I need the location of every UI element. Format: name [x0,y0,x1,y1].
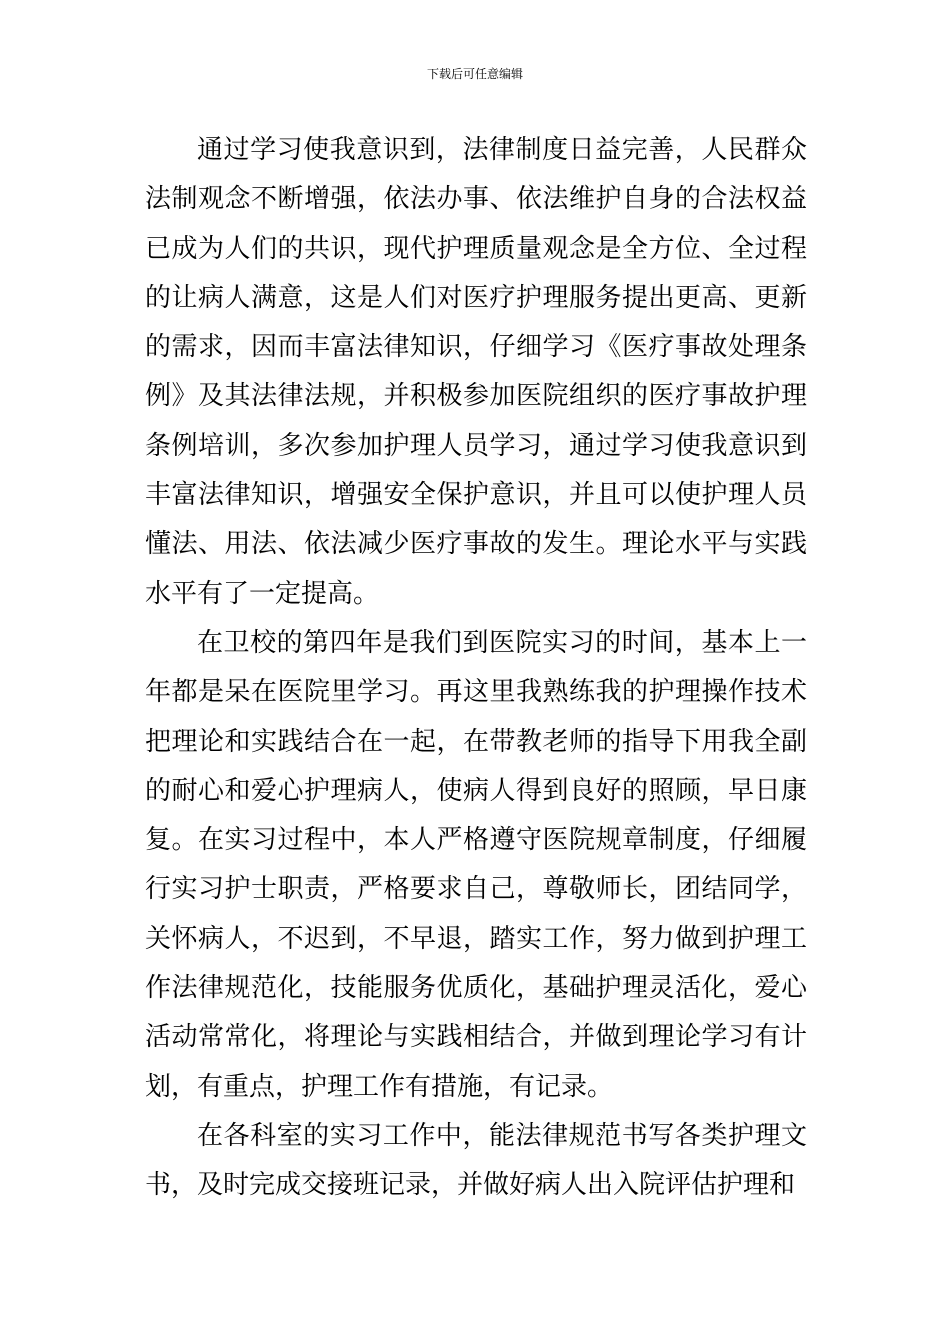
paragraph-2: 在卫校的第四年是我们到医院实习的时间，基本上一年都是呆在医院里学习。再这里我熟练我的护理操作技术把理论和实践结合在一起，在带教老师的指导下用我全副的耐心和爱心护理病人，使病人得到良好的照顾，早日康复。在实习过程中，本人严格遵守医院规章制度，仔细履行实习护士职责，严格要求自己，尊敬师长，团结同学，关怀病人，不迟到，不早退，踏实工作，努力做到护理工作法律规范化，技能服务优质化，基础护理灵活化，爱心活动常常化，将理论与实践相结合，并做到理论学习有计划，有重点，护理工作有措施，有记录。 [145,627,807,1102]
paragraph-3: 在各科室的实习工作中，能法律规范书写各类护理文书，及时完成交接班记录，并做好病人出入院评估护理和 [145,1120,807,1201]
page-header: 下载后可任意编辑 [426,67,523,81]
document-body [145,126,807,1211]
paragraph-1: 通过学习使我意识到，法律制度日益完善，人民群众法制观念不断增强，依法办事、依法维护自身的合法权益已成为人们的共识，现代护理质量观念是全方位、全过程的让病人满意，这是人们对医疗护理服务提出更高、更新的需求，因而丰富法律知识，仔细学习《医疗事故处理条例》及其法律法规，并积极参加医院组织的医疗事故护理条例培训，多次参加护理人员学习，通过学习使我意识到丰富法律知识，增强安全保护意识，并且可以使护理人员懂法、用法、依法减少医疗事故的发生。理论水平与实践水平有了一定提高。 [145,135,807,609]
